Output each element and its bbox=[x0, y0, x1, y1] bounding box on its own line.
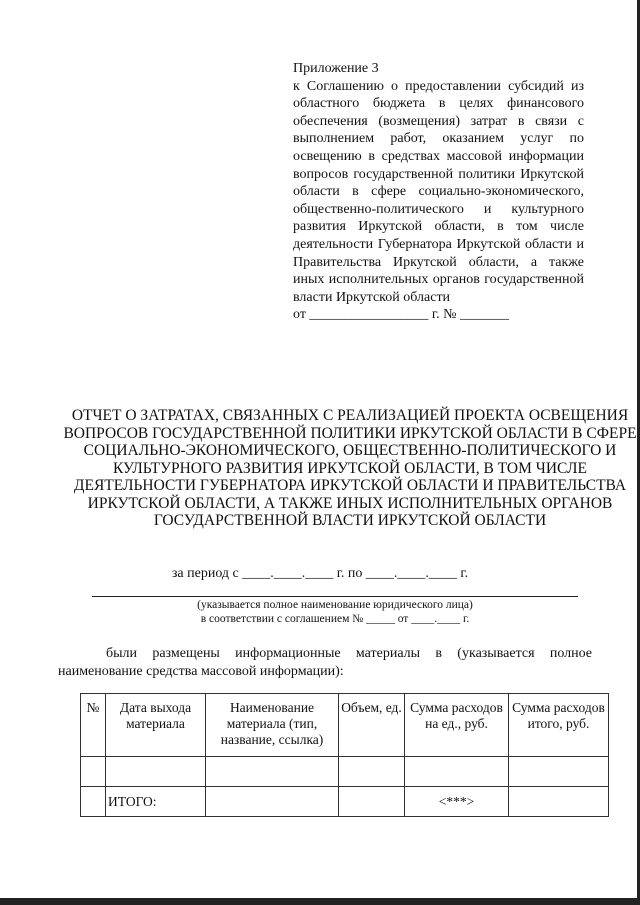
legal-entity-blank-line bbox=[92, 596, 578, 597]
table-total-row bbox=[81, 787, 609, 817]
appendix-block bbox=[293, 60, 584, 324]
header-volume: Объем, ед. bbox=[339, 694, 405, 757]
table-cell bbox=[206, 787, 339, 817]
appendix-title: Приложение 3 bbox=[293, 61, 379, 76]
scan-bottom-edge bbox=[0, 898, 640, 905]
legal-entity-note bbox=[92, 598, 578, 626]
table-cell bbox=[405, 757, 509, 787]
table-cell bbox=[106, 757, 206, 787]
table-cell bbox=[509, 757, 609, 787]
table-header-row bbox=[81, 694, 609, 757]
appendix-date-number-line: от _________________ г. № _______ bbox=[293, 307, 509, 323]
table-row bbox=[81, 757, 609, 787]
table-cell bbox=[509, 787, 609, 817]
table-cell bbox=[81, 787, 106, 817]
report-heading: ОТЧЕТ О ЗАТРАТАХ, СВЯЗАННЫХ С РЕАЛИЗАЦИЕЙ ПРОЕКТА ОСВЕЩЕНИЯ ВОПРОСОВ ГОСУДАРСТВЕННОЙ ПОЛИТИКИ ИРКУТСКОЙ ОБЛАСТИ В СФЕРЕ СОЦИАЛЬНО-ЭКОНОМИЧЕСКОГО, ОБЩЕСТВЕННО-ПОЛИТИЧЕСКОГО И КУЛЬТУРНОГО РАЗВИТИЯ ИРКУТСКОЙ ОБЛАСТИ, В ТОМ ЧИСЛЕ ДЕЯТЕЛЬНОСТИ ГУБЕРНАТОРА ИРКУТСКОЙ ОБЛАСТИ И ПРАВИТЕЛЬСТВА ИРКУТСКОЙ ОБЛАСТИ, А ТАКЖЕ ИНЫХ ИСПОЛНИТЕЛЬНЫХ ОРГАНОВ ГОСУДАРСТВЕННОЙ ВЛАСТИ ИРКУТСКОЙ ОБЛАСТИ bbox=[63, 407, 637, 529]
table-cell bbox=[339, 757, 405, 787]
header-unit-cost: Сумма расходов на ед., руб. bbox=[405, 694, 509, 757]
header-number: № bbox=[81, 694, 106, 757]
expenses-table bbox=[80, 693, 609, 817]
header-material-name: Наименование материала (тип, название, ссылка) bbox=[206, 694, 339, 757]
placed-materials-text: были размещены информационные материалы в (указывается полное наименование средства массовой информации): bbox=[58, 646, 592, 679]
appendix-body: к Соглашению о предоставлении субсидий из областного бюджета в целях финансового обеспечения (возмещения) затрат в связи с выполнением работ, оказанием услуг по освещению в средствах массовой информации вопросов государственной политики Иркутской области в сфере социально-экономического, общественно-политического и культурного развития Иркутской области, в том числе деятельности Губернатора Иркутской области и Правительства Иркутской области, а также иных исполнительных органов государственной власти Иркутской области bbox=[293, 78, 584, 305]
total-label: ИТОГО: bbox=[106, 787, 206, 817]
legal-entity-note-line1: (указывается полное наименование юридического лица) bbox=[197, 599, 473, 611]
header-total-cost: Сумма расходов итого, руб. bbox=[509, 694, 609, 757]
header-release-date: Дата выхода материала bbox=[106, 694, 206, 757]
legal-entity-note-line2: в соответствии с соглашением № _____ от ____.____ г. bbox=[200, 613, 470, 625]
table-cell bbox=[206, 757, 339, 787]
table-cell bbox=[339, 787, 405, 817]
report-period: за период с ____.____.____ г. по ____.____.____ г. bbox=[171, 566, 469, 581]
total-unit-cost: <***> bbox=[405, 787, 509, 817]
table-cell bbox=[81, 757, 106, 787]
